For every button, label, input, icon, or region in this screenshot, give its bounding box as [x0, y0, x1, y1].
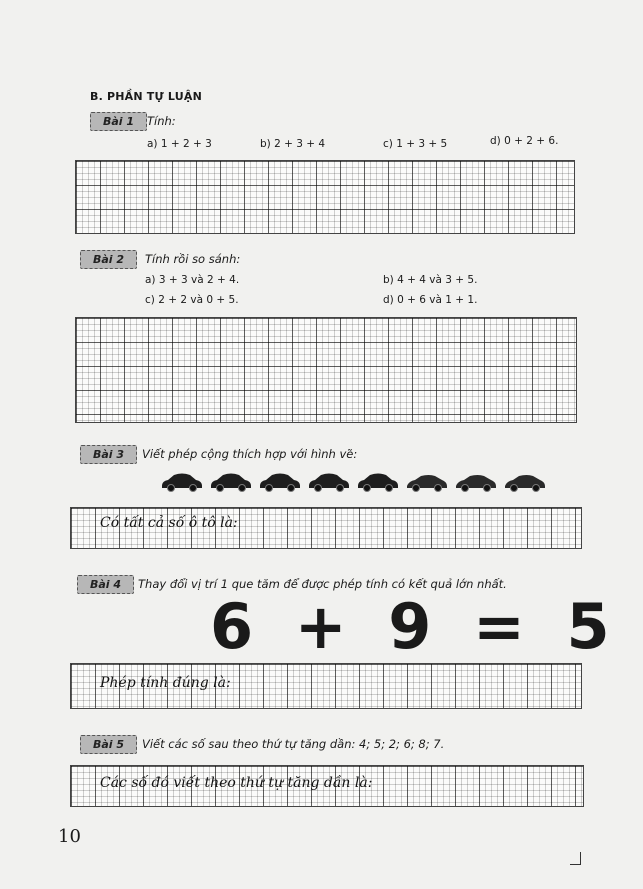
exercise-5-instruction: Viết các số sau theo thứ tự tăng dần: 4; 5; 2; 6; 8; 7. [142, 737, 445, 751]
exercise-1-item-d: d) 0 + 2 + 6. [490, 135, 559, 147]
exercise-3-badge: Bài 3 [80, 445, 137, 464]
section-title: B. PHẦN TỰ LUẬN [90, 90, 203, 103]
car-icon [405, 470, 449, 492]
exercise-5-answer-prompt: Các số đó viết theo thứ tự tăng dần là: [100, 775, 373, 791]
car-icon [356, 470, 400, 492]
exercise-5-badge: Bài 5 [80, 735, 137, 754]
exercise-1-instruction: Tính: [147, 114, 176, 128]
car-icon [454, 470, 498, 492]
corner-mark [570, 852, 581, 865]
exercise-2-item-a: a) 3 + 3 và 2 + 4. [145, 274, 240, 286]
exercise-2-badge: Bài 2 [80, 250, 137, 269]
exercise-4-answer-prompt: Phép tính đúng là: [100, 675, 231, 691]
exercise-2-instruction: Tính rồi so sánh: [145, 252, 241, 266]
page-number: 10 [58, 826, 81, 847]
car-icon [258, 470, 302, 492]
exercise-1-badge: Bài 1 [90, 112, 147, 131]
exercise-2-item-d: d) 0 + 6 và 1 + 1. [383, 294, 478, 306]
car-icon [503, 470, 547, 492]
car-illustration [160, 470, 547, 492]
car-icon [209, 470, 253, 492]
exercise-1-answer-grid[interactable] [75, 160, 575, 234]
car-icon [307, 470, 351, 492]
exercise-1-item-c: c) 1 + 3 + 5 [383, 138, 448, 150]
exercise-2-item-c: c) 2 + 2 và 0 + 5. [145, 294, 239, 306]
exercise-2-item-b: b) 4 + 4 và 3 + 5. [383, 274, 478, 286]
exercise-4-badge: Bài 4 [77, 575, 134, 594]
matchstick-equation: 6 + 9 = 5 [210, 590, 620, 663]
exercise-1-item-b: b) 2 + 3 + 4 [260, 138, 326, 150]
car-icon [160, 470, 204, 492]
exercise-1-item-a: a) 1 + 2 + 3 [147, 138, 212, 150]
exercise-2-answer-grid[interactable] [75, 317, 577, 423]
exercise-3-answer-prompt: Có tất cả số ô tô là: [100, 515, 238, 531]
exercise-4-instruction: Thay đổi vị trí 1 que tăm để được phép tính có kết quả lớn nhất. [138, 577, 507, 591]
exercise-3-instruction: Viết phép cộng thích hợp với hình vẽ: [142, 447, 358, 461]
